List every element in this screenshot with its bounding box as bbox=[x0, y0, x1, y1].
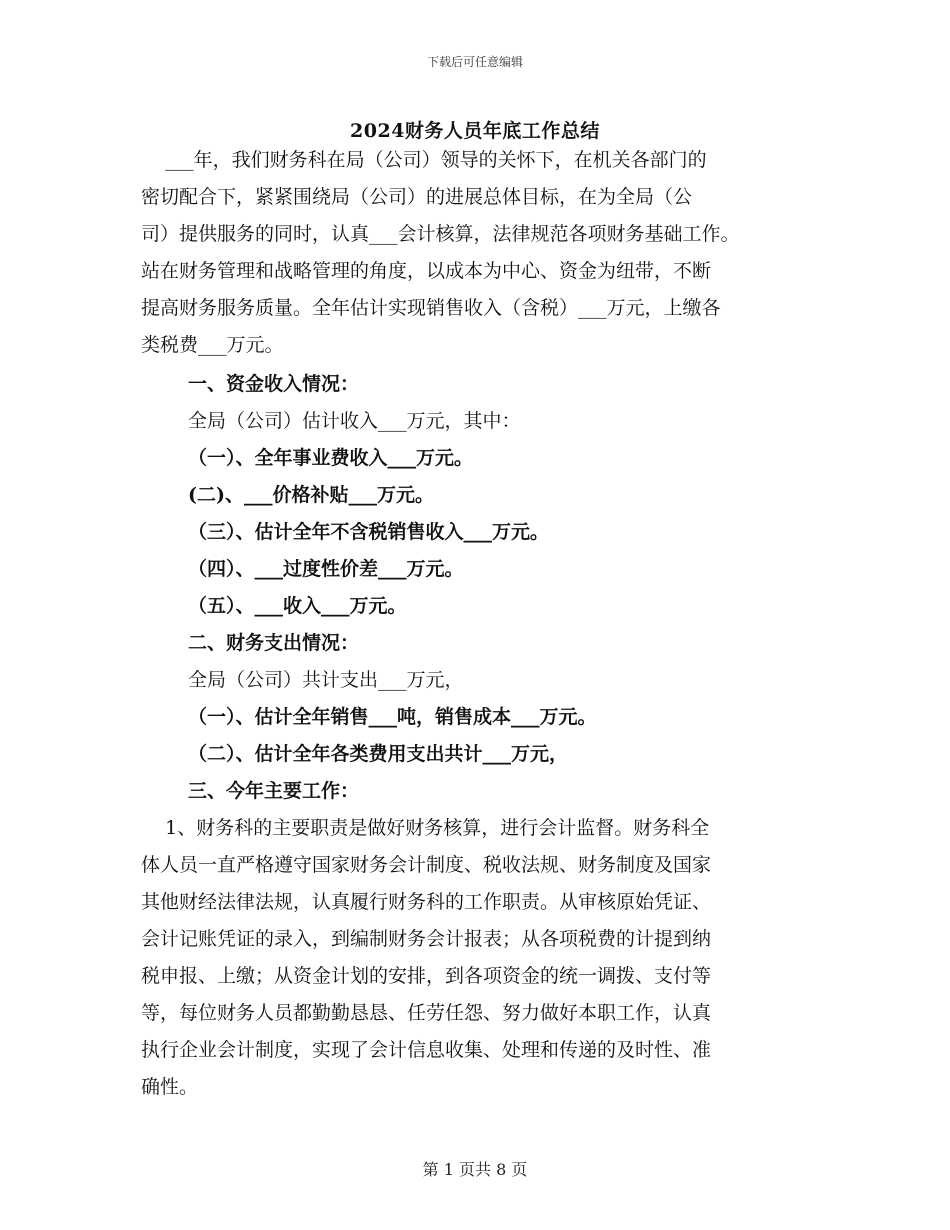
section3-line: 1、财务科的主要职责是做好财务核算，进行会计监督。财务科全 bbox=[141, 817, 710, 839]
section2-heading: 二、财务支出情况： bbox=[188, 632, 360, 654]
section1-summary: 全局（公司）估计收入___万元，其中： bbox=[188, 410, 521, 432]
section3-line: 税申报、上缴；从资金计划的安排，到各项资金的统一调拨、支付等 bbox=[141, 965, 712, 987]
section2-summary: 全局（公司）共计支出___万元， bbox=[188, 669, 464, 691]
section1-item: （五）、___收入___万元。 bbox=[188, 595, 407, 617]
header-note: 下载后可任意编辑 bbox=[426, 55, 523, 69]
intro-line: 站在财务管理和战略管理的角度，以成本为中心、资金为纽带，不断 bbox=[141, 260, 712, 282]
page-footer: 第 1 页共 8 页 bbox=[422, 1160, 528, 1179]
section3-line: 等，每位财务人员都勤勤恳恳、任劳任怨、努力做好本职工作，认真 bbox=[141, 1002, 712, 1024]
intro-line: 密切配合下，紧紧围绕局（公司）的进展总体目标，在为全局（公 bbox=[141, 186, 693, 208]
section3-line: 会计记账凭证的录入，到编制财务会计报表；从各项税费的计提到纳 bbox=[141, 928, 712, 950]
section3-line: 确性。 bbox=[141, 1076, 199, 1098]
section1-item: (二)、___价格补贴___万元。 bbox=[188, 484, 434, 506]
intro-line: 提高财务服务质量。全年估计实现销售收入（含税）___万元，上缴各 bbox=[141, 297, 721, 319]
section1-item: （三）、估计全年不含税销售收入___万元。 bbox=[188, 521, 550, 543]
section3-paragraph bbox=[141, 810, 821, 1106]
document-title: 2024财务人员年底工作总结 bbox=[350, 120, 600, 142]
section3-line: 执行企业会计制度，实现了会计信息收集、处理和传递的及时性、准 bbox=[141, 1039, 712, 1061]
section3-line: 体人员一直严格遵守国家财务会计制度、税收法规、财务制度及国家 bbox=[141, 854, 712, 876]
section2-item: （一）、估计全年销售___吨，销售成本___万元。 bbox=[188, 706, 597, 728]
intro-line: 类税费___万元。 bbox=[141, 334, 284, 356]
section1-item: （四）、___过度性价差___万元。 bbox=[188, 558, 464, 580]
intro-line: ___年，我们财务科在局（公司）领导的关怀下，在机关各部门的 bbox=[141, 149, 707, 171]
section1-heading: 一、资金收入情况： bbox=[188, 373, 360, 395]
section3-line: 其他财经法律法规，认真履行财务科的工作职责。从审核原始凭证、 bbox=[141, 891, 712, 913]
intro-line: 司）提供服务的同时，认真___会计核算，法律规范各项财务基础工作。 bbox=[141, 223, 740, 245]
intro-paragraph bbox=[141, 142, 821, 364]
section1-item: （一）、全年事业费收入___万元。 bbox=[188, 447, 474, 469]
section3-heading: 三、今年主要工作： bbox=[188, 780, 360, 802]
section2-item: （二）、估计全年各类费用支出共计___万元， bbox=[188, 743, 569, 765]
